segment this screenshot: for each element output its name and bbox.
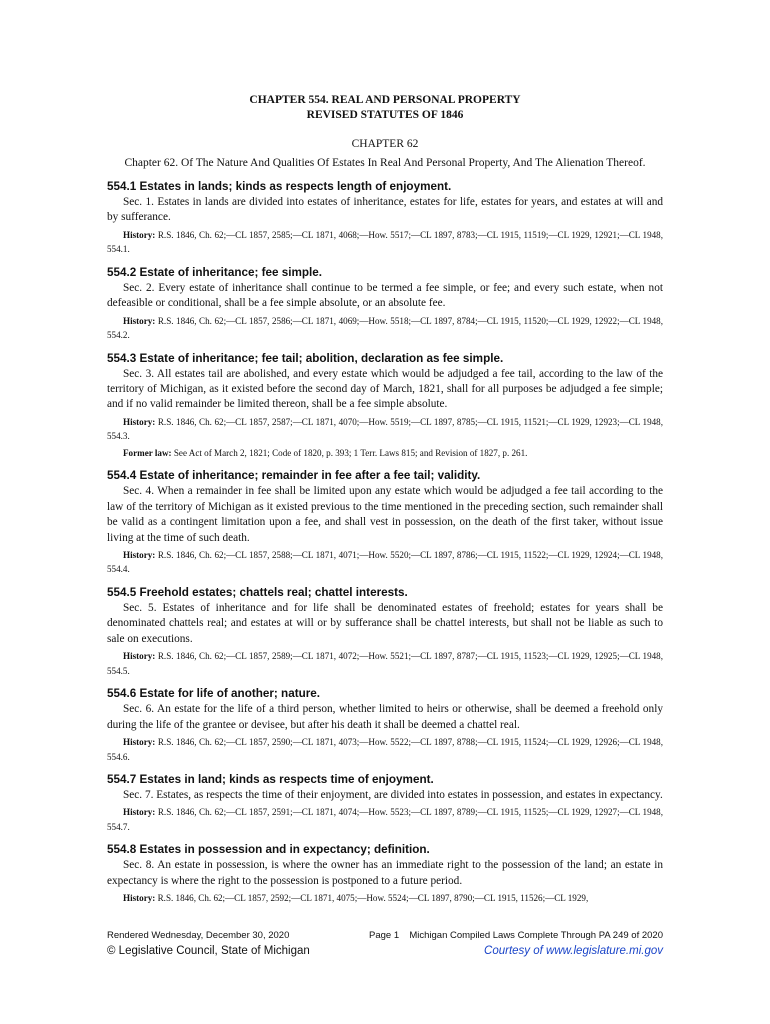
- chapter-subheading: REVISED STATUTES OF 1846: [306, 109, 464, 121]
- section-history: [107, 891, 663, 906]
- history-label: History:: [123, 651, 156, 662]
- section-title: 554.6 Estate for life of another; nature.: [107, 687, 321, 701]
- history-label: History:: [123, 229, 156, 240]
- section-history: [107, 228, 663, 257]
- section-body: Sec. 3. All estates tail are abolished, and every estate which would be adjudged a fee tail, according to the law of the territory of Michigan, as it existed before the second day of March, 1821, shall for all purposes be adjudged a fee simple; and if no valid remainder be limited thereon, shall be a fee simple absolute.: [107, 367, 663, 411]
- courtesy-link[interactable]: Courtesy of www.legislature.mi.gov: [484, 945, 663, 957]
- rendered-date: Rendered Wednesday, December 30, 2020: [107, 930, 290, 941]
- section: [107, 351, 663, 461]
- footer-credits: [107, 945, 663, 963]
- history-label: History:: [123, 549, 156, 560]
- section: [107, 265, 663, 343]
- history-text: R.S. 1846, Ch. 62;—CL 1857, 2585;—CL 1871, 4068;—How. 5517;—CL 1897, 8783;—CL 1915, 11519;—CL 1929, 12921;—CL 1948, 554.1.: [107, 229, 663, 255]
- history-text: R.S. 1846, Ch. 62;—CL 1857, 2586;—CL 1871, 4069;—How. 5518;—CL 1897, 8784;—CL 1915, 11520;—CL 1929, 12922;—CL 1948, 554.2.: [107, 315, 663, 341]
- history-label: History:: [123, 807, 156, 818]
- section: [107, 686, 663, 764]
- history-text: R.S. 1846, Ch. 62;—CL 1857, 2588;—CL 1871, 4071;—How. 5520;—CL 1897, 8786;—CL 1915, 11522;—CL 1929, 12924;—CL 1948, 554.4.: [107, 549, 663, 575]
- section-body: Sec. 5. Estates of inheritance and for life shall be denominated estates of freehold; estates for years shall be denominated chattels real; and estates at will or by sufferance shall be chattel interests, but shall not be liable as such to sale on executions.: [107, 601, 663, 645]
- section-title: 554.7 Estates in land; kinds as respects time of enjoyment.: [107, 773, 434, 786]
- chapter-number: CHAPTER 62: [351, 138, 419, 150]
- section-title: 554.8 Estates in possession and in expectancy; definition.: [107, 843, 430, 857]
- section: [107, 585, 663, 678]
- section-history: [107, 415, 663, 444]
- section-history: [107, 314, 663, 343]
- section-body: Sec. 8. An estate in possession, is where the owner has an immediate right to the possession of the land; an estate in expectancy is where the right to the possession is postponed to a future period.: [107, 859, 663, 887]
- section-history: [107, 649, 663, 678]
- section-body: Sec. 7. Estates, as respects the time of their enjoyment, are divided into estates in possession, and estates in expectancy.: [123, 789, 663, 801]
- chapter-title: Chapter 62. Of The Nature And Qualities Of Estates In Real And Personal Property, And The Alienation Thereof.: [124, 157, 646, 169]
- history-text: R.S. 1846, Ch. 62;—CL 1857, 2589;—CL 1871, 4072;—How. 5521;—CL 1897, 8787;—CL 1915, 11523;—CL 1929, 12925;—CL 1948, 554.5.: [107, 651, 663, 676]
- section-former-law: [107, 446, 663, 461]
- section-title: 554.2 Estate of inheritance; fee simple.: [107, 265, 323, 279]
- footer-meta: [107, 930, 663, 944]
- former-law-label: Former law:: [123, 447, 172, 458]
- page-content: [107, 93, 663, 906]
- history-label: History:: [123, 893, 156, 904]
- section-history: [107, 735, 663, 764]
- section-title: 554.5 Freehold estates; chattels real; chattel interests.: [107, 585, 408, 599]
- section-body: Sec. 1. Estates in lands are divided into estates of inheritance, estates for life, estates for years, and estates at will and by sufferance.: [107, 196, 663, 224]
- section-title: 554.4 Estate of inheritance; remainder in fee after a fee tail; validity.: [107, 469, 481, 483]
- page-number: Page 1: [369, 930, 400, 941]
- section-title: 554.3 Estate of inheritance; fee tail; abolition, declaration as fee simple.: [107, 351, 504, 365]
- history-text: R.S. 1846, Ch. 62;—CL 1857, 2590;—CL 1871, 4073;—How. 5522;—CL 1897, 8788;—CL 1915, 11524;—CL 1929, 12926;—CL 1948, 554.6.: [107, 737, 663, 762]
- compiled-through: Michigan Compiled Laws Complete Through PA 249 of 2020: [409, 930, 663, 941]
- section-body: Sec. 2. Every estate of inheritance shall continue to be termed a fee simple, or fee; and every such estate, when not defeasible or conditional, shall be a fee simple absolute, or an absolute fee.: [107, 281, 663, 310]
- section: [107, 179, 663, 257]
- section-history: [107, 548, 663, 577]
- section-body: Sec. 4. When a remainder in fee shall be limited upon any estate which would be adjudged a fee tail according to the law of the territory of Michigan as it existed previous to the time mentioned in the preceding section, such remainder shall be valid as a contingent limitation upon a fee, and shall vest in possession, on the death of the first taker, without issue living at the time of such death.: [107, 485, 663, 544]
- history-label: History:: [123, 315, 156, 326]
- section: [107, 772, 663, 834]
- section-body: Sec. 6. An estate for the life of a third person, whether limited to heirs or otherwise, shall be deemed a freehold only during the life of the grantee or devisee, but after his death it shall be deemed a chattel real.: [107, 703, 663, 731]
- history-label: History:: [123, 737, 156, 747]
- section-title: 554.1 Estates in lands; kinds as respects length of enjoyment.: [107, 180, 452, 193]
- history-label: History:: [123, 416, 156, 427]
- history-text: R.S. 1846, Ch. 62;—CL 1857, 2592;—CL 1871, 4075;—How. 5524;—CL 1897, 8790;—CL 1915, 11526;—CL 1929,: [155, 893, 589, 904]
- history-text: R.S. 1846, Ch. 62;—CL 1857, 2587;—CL 1871, 4070;—How. 5519;—CL 1897, 8785;—CL 1915, 11521;—CL 1929, 12923;—CL 1948, 554.3.: [107, 416, 663, 442]
- former-law-text: See Act of March 2, 1821; Code of 1820, p. 393; 1 Terr. Laws 815; and Revision of 1827, p. 261.: [171, 447, 528, 458]
- section: [107, 842, 663, 905]
- history-text: R.S. 1846, Ch. 62;—CL 1857, 2591;—CL 1871, 4074;—How. 5523;—CL 1897, 8789;—CL 1915, 11525;—CL 1929, 12927;—CL 1948, 554.7.: [107, 807, 663, 832]
- copyright-notice: © Legislative Council, State of Michigan: [107, 945, 310, 957]
- section: [107, 468, 663, 577]
- chapter-heading: CHAPTER 554. REAL AND PERSONAL PROPERTY: [249, 94, 521, 106]
- section-history: [107, 805, 663, 834]
